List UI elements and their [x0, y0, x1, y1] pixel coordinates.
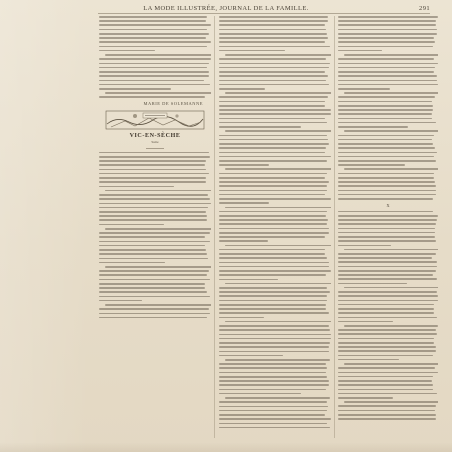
text-line — [219, 223, 327, 225]
text-line — [99, 219, 207, 221]
text-line — [338, 397, 393, 399]
text-line — [219, 75, 328, 77]
text-line — [219, 236, 325, 238]
text-line — [219, 291, 330, 293]
text-line — [99, 317, 207, 319]
text-line — [99, 88, 171, 90]
ornamental-landscape-icon — [105, 110, 205, 130]
section-numeral: X — [386, 202, 390, 208]
left-column — [99, 16, 211, 438]
text-line — [99, 63, 209, 65]
text-line — [219, 346, 329, 348]
text-line — [338, 143, 433, 145]
text-line — [338, 232, 435, 234]
text-line — [99, 173, 209, 175]
text-line — [105, 304, 211, 306]
text-line — [338, 58, 434, 60]
text-line — [344, 401, 438, 403]
text-line — [219, 181, 329, 183]
text-line — [219, 295, 327, 297]
text-line — [219, 270, 331, 272]
text-line — [338, 355, 433, 357]
text-line — [338, 278, 437, 280]
text-line — [338, 312, 434, 314]
text-line — [99, 50, 155, 52]
text-line — [219, 338, 331, 340]
text-line — [219, 249, 325, 251]
page-number: 291 — [419, 5, 430, 12]
text-line — [219, 67, 329, 69]
text-line — [219, 262, 329, 264]
text-line — [219, 228, 329, 230]
text-line — [99, 177, 206, 179]
text-line — [338, 240, 436, 242]
text-block-middle — [219, 16, 331, 428]
text-line — [338, 418, 436, 420]
header-rule — [98, 13, 430, 14]
text-line — [225, 54, 331, 56]
text-line — [219, 279, 278, 281]
text-line — [338, 376, 433, 378]
text-line — [338, 338, 434, 340]
middle-column — [219, 16, 331, 438]
text-line — [344, 168, 438, 170]
author-signature: MARIE DE SOLEMANNE — [143, 100, 203, 106]
text-line — [338, 304, 434, 306]
text-line — [225, 92, 331, 94]
text-line — [338, 88, 390, 90]
text-line — [338, 24, 436, 26]
text-line — [99, 198, 210, 200]
text-line — [219, 287, 327, 289]
text-line — [344, 325, 438, 327]
text-line — [338, 350, 436, 352]
text-line — [219, 190, 327, 192]
text-line — [338, 245, 391, 247]
text-line — [338, 41, 435, 43]
text-line — [344, 92, 438, 94]
text-line — [338, 113, 432, 115]
text-line — [219, 177, 325, 179]
text-line — [105, 266, 211, 268]
text-line — [219, 325, 329, 327]
text-line — [219, 16, 328, 18]
text-line — [338, 185, 436, 187]
text-line — [99, 80, 204, 82]
text-line — [219, 194, 325, 196]
text-line — [219, 41, 325, 43]
text-line — [219, 355, 283, 357]
text-line — [99, 96, 205, 98]
text-line — [338, 342, 434, 344]
text-line — [344, 287, 438, 289]
text-line — [99, 211, 206, 213]
text-line — [344, 249, 438, 251]
text-line — [219, 317, 264, 319]
text-line — [338, 84, 438, 86]
text-line — [219, 363, 326, 365]
text-line — [99, 84, 210, 86]
text-line — [225, 321, 331, 323]
story-title: VIC-EN-SÈCHE — [129, 132, 181, 139]
text-line — [99, 186, 174, 188]
story-subtitle: Suite — [151, 139, 159, 144]
text-line — [338, 283, 407, 285]
text-line — [219, 152, 325, 154]
text-line — [338, 270, 436, 272]
text-line — [219, 240, 268, 242]
text-line — [219, 71, 325, 73]
text-line — [338, 173, 434, 175]
text-line — [219, 202, 269, 204]
text-line — [99, 152, 209, 154]
text-line — [338, 253, 436, 255]
text-line — [338, 190, 436, 192]
text-line — [219, 372, 326, 374]
text-line — [338, 105, 433, 107]
text-line — [219, 33, 327, 35]
text-line — [99, 181, 206, 183]
column-divider-right — [334, 16, 335, 438]
text-line — [338, 50, 382, 52]
text-line — [99, 224, 164, 226]
text-line — [338, 75, 437, 77]
text-line — [219, 232, 329, 234]
text-line — [99, 16, 207, 18]
page-margin — [0, 0, 90, 452]
text-line — [338, 389, 433, 391]
text-line — [338, 236, 435, 238]
text-line — [219, 198, 331, 200]
text-line — [99, 203, 211, 205]
text-line — [99, 232, 210, 234]
text-line — [219, 274, 326, 276]
text-line — [219, 109, 331, 111]
text-line — [219, 164, 269, 166]
title-vignette — [105, 110, 205, 130]
text-line — [99, 253, 207, 255]
text-line — [338, 257, 432, 259]
text-line — [338, 405, 436, 407]
text-line — [338, 308, 434, 310]
text-line — [219, 113, 331, 115]
text-line — [338, 122, 436, 124]
text-line — [219, 173, 327, 175]
text-line — [338, 321, 393, 323]
text-line — [99, 67, 207, 69]
text-line — [338, 147, 435, 149]
text-line — [219, 118, 325, 120]
text-line — [338, 126, 408, 128]
text-line — [338, 346, 436, 348]
text-line — [219, 20, 328, 22]
text-line — [99, 33, 209, 35]
text-line — [99, 245, 205, 247]
text-line — [338, 329, 436, 331]
text-line — [219, 300, 327, 302]
text-line — [99, 300, 142, 302]
text-line — [219, 160, 327, 162]
text-line — [219, 406, 328, 408]
text-line — [219, 126, 301, 128]
text-line — [338, 160, 436, 162]
text-line — [219, 219, 328, 221]
text-line — [99, 207, 208, 209]
text-line — [99, 296, 210, 298]
text-line — [219, 427, 330, 429]
text-line — [338, 67, 435, 69]
text-block-left-bottom — [99, 152, 211, 319]
text-line — [219, 211, 327, 213]
text-line — [338, 152, 437, 154]
text-line — [219, 308, 326, 310]
text-line — [338, 300, 438, 302]
text-line — [99, 308, 209, 310]
text-line — [219, 423, 327, 425]
text-line — [219, 266, 329, 268]
text-line — [219, 410, 327, 412]
text-line — [99, 313, 210, 315]
text-line — [219, 24, 325, 26]
text-line — [99, 262, 165, 264]
text-line — [338, 223, 436, 225]
text-line — [225, 245, 331, 247]
text-line — [338, 118, 432, 120]
text-line — [99, 283, 205, 285]
text-line — [219, 46, 330, 48]
running-title: LA MODE ILLUSTRÉE, JOURNAL DE LA FAMILLE. — [143, 5, 309, 12]
text-line — [219, 312, 329, 314]
text-line — [219, 342, 330, 344]
text-block-right-bottom — [338, 211, 438, 420]
text-line — [219, 376, 327, 378]
text-line — [105, 54, 211, 56]
text-block-right-top — [338, 16, 438, 200]
text-line — [219, 143, 329, 145]
text-line — [99, 169, 206, 171]
text-line — [338, 228, 435, 230]
text-line — [99, 241, 210, 243]
text-line — [219, 122, 327, 124]
text-line — [99, 46, 207, 48]
text-line — [99, 41, 211, 43]
text-line — [338, 37, 434, 39]
text-line — [219, 334, 331, 336]
text-line — [219, 414, 325, 416]
text-line — [338, 384, 433, 386]
text-line — [99, 291, 207, 293]
text-line — [219, 380, 329, 382]
text-line — [338, 219, 437, 221]
text-line — [219, 135, 327, 137]
text-line — [99, 75, 209, 77]
text-line — [105, 92, 211, 94]
text-line — [99, 164, 205, 166]
text-line — [338, 80, 437, 82]
text-line — [99, 24, 211, 26]
text-line — [99, 258, 208, 260]
text-line — [338, 177, 434, 179]
text-line — [338, 164, 405, 166]
text-line — [338, 414, 436, 416]
text-line — [219, 389, 326, 391]
column-divider-left — [214, 16, 215, 438]
text-line — [338, 372, 438, 374]
text-line — [99, 215, 207, 217]
text-line — [338, 63, 438, 65]
text-line — [338, 71, 434, 73]
text-line — [338, 194, 436, 196]
text-line — [225, 359, 330, 361]
text-line — [225, 397, 330, 399]
text-line — [344, 363, 438, 365]
text-line — [219, 329, 330, 331]
page-shadow — [0, 442, 452, 452]
text-line — [99, 270, 209, 272]
text-line — [225, 168, 331, 170]
text-line — [219, 401, 327, 403]
text-line — [99, 156, 210, 158]
text-line — [338, 266, 437, 268]
text-line — [338, 109, 433, 111]
text-line — [219, 257, 327, 259]
text-line — [99, 194, 208, 196]
text-line — [338, 29, 437, 31]
text-line — [338, 135, 434, 137]
text-line — [105, 228, 211, 230]
text-line — [219, 304, 326, 306]
text-line — [338, 215, 438, 217]
text-line — [338, 274, 433, 276]
text-line — [219, 84, 329, 86]
text-line — [338, 380, 432, 382]
text-line — [344, 54, 438, 56]
text-line — [219, 351, 329, 353]
text-line — [219, 29, 326, 31]
text-line — [338, 16, 438, 18]
text-line — [338, 139, 432, 141]
text-line — [338, 181, 435, 183]
text-line — [219, 63, 330, 65]
title-rule — [146, 148, 164, 149]
text-line — [219, 96, 328, 98]
text-line — [338, 33, 437, 35]
text-line — [338, 393, 437, 395]
text-line — [338, 367, 435, 369]
text-line — [99, 287, 205, 289]
text-line — [344, 130, 438, 132]
text-line — [99, 71, 209, 73]
text-line — [219, 215, 326, 217]
text-line — [338, 410, 435, 412]
text-line — [219, 393, 301, 395]
text-line — [99, 58, 211, 60]
text-line — [219, 37, 328, 39]
text-line — [219, 253, 325, 255]
text-line — [338, 46, 433, 48]
text-line — [219, 156, 331, 158]
text-line — [99, 279, 210, 281]
text-line — [219, 80, 326, 82]
text-line — [338, 20, 436, 22]
text-line — [338, 156, 434, 158]
text-line — [219, 139, 328, 141]
text-line — [338, 317, 437, 319]
text-line — [338, 359, 399, 361]
text-line — [99, 29, 207, 31]
text-line — [338, 333, 437, 335]
text-line — [219, 384, 329, 386]
text-line — [219, 185, 327, 187]
text-line — [225, 130, 331, 132]
text-line — [225, 283, 331, 285]
text-line — [99, 274, 207, 276]
text-line — [99, 160, 206, 162]
text-line — [219, 147, 326, 149]
text-block-left-top — [99, 16, 211, 98]
text-line — [99, 37, 206, 39]
text-line — [99, 236, 205, 238]
text-line — [225, 207, 331, 209]
text-line — [338, 295, 438, 297]
text-line — [99, 20, 206, 22]
text-line — [219, 101, 325, 103]
text-line — [338, 211, 433, 213]
text-line — [219, 367, 327, 369]
text-line — [219, 50, 285, 52]
text-line — [219, 105, 325, 107]
text-line — [105, 190, 211, 192]
text-line — [338, 291, 437, 293]
text-line — [338, 198, 433, 200]
text-line — [99, 249, 206, 251]
right-column — [338, 16, 438, 438]
text-line — [219, 418, 331, 420]
text-line — [338, 101, 432, 103]
text-line — [219, 58, 326, 60]
text-line — [219, 88, 265, 90]
text-line — [338, 96, 435, 98]
text-line — [338, 261, 437, 263]
